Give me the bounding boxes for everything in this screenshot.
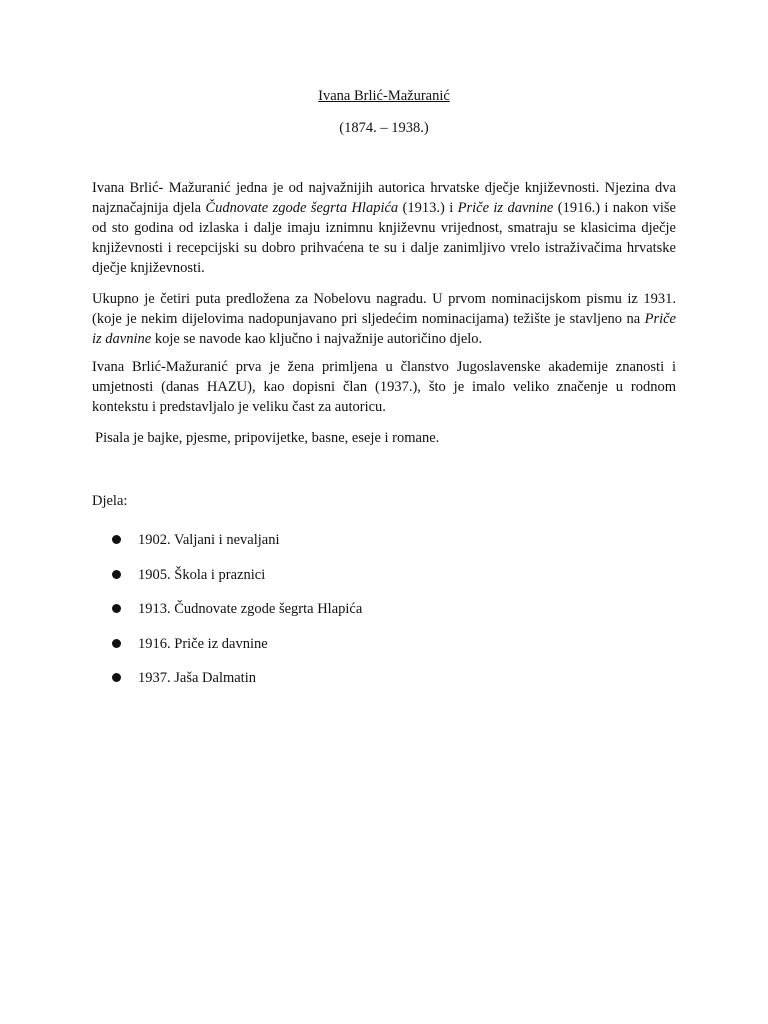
paragraph-text: Ukupno je četiri puta predložena za Nobelovu nagradu. U prvom nominacijskom pismu iz 1931. (koje je nekim dijelovima nadopunjavano pri sljedećim nominacijama) težište je stavljeno na (92, 291, 676, 327)
list-item (112, 530, 362, 565)
work-label: 1913. Čudnovate zgode šegrta Hlapića (138, 601, 363, 617)
work-label: 1905. Škola i praznici (138, 566, 266, 583)
document-title: Ivana Brlić-Mažuranić (318, 88, 450, 104)
bullet-icon (112, 604, 121, 613)
list-item (112, 599, 362, 634)
paragraph-academy: Ivana Brlić-Mažuranić prva je žena primljena u članstvo Jugoslavenske akademije znanosti i umjetnosti (danas HAZU), kao dopisni član (1937.), što je imalo veliko značenje u rodnom kontekstu i predstavljalo je veliku čast za autoricu. (92, 359, 676, 415)
bullet-icon (112, 535, 121, 544)
paragraph-text: (1913.) i (398, 200, 458, 216)
book-title: Priče iz davnine (457, 200, 554, 216)
list-item (112, 565, 362, 600)
bullet-icon (112, 570, 121, 579)
paragraph-text: Ivana Brlić- Mažuranić jedna je od najvažnijih autorica hrvatske dječje književnosti. Njezina dva najznačajnija djela (92, 180, 676, 216)
paragraph-nobel (92, 289, 676, 349)
book-title: Priče iz davnine (92, 311, 676, 347)
work-label: 1902. Valjani i nevaljani (138, 532, 280, 548)
works-heading: Djela: (92, 493, 128, 509)
paragraph-text: koje se navode kao ključno i najvažnije autoričino djelo. (151, 331, 483, 347)
paragraph-text: (1916.) i nakon više od sto godina od izlaska i dalje imaju iznimnu književnu vrijednost, smatraju se klasicima dječje književnosti i recepcijski su dobro prihvaćena te su i dalje zanimljivo vrelo istraživačima hrvatske dječje književnosti. (92, 200, 676, 276)
work-label: 1916. Priče iz davnine (138, 635, 268, 652)
bullet-icon (112, 673, 121, 682)
list-item (112, 634, 362, 669)
paragraph-intro (92, 178, 676, 278)
works-list (112, 530, 362, 703)
bullet-icon (112, 639, 121, 648)
list-item (112, 668, 362, 703)
work-label: 1937. Jaša Dalmatin (138, 670, 256, 686)
paragraph-genres: Pisala je bajke, pjesme, pripovijetke, basne, eseje i romane. (95, 430, 440, 446)
book-title: Čudnovate zgode šegrta Hlapića (205, 200, 399, 216)
author-years: (1874. – 1938.) (339, 120, 429, 136)
